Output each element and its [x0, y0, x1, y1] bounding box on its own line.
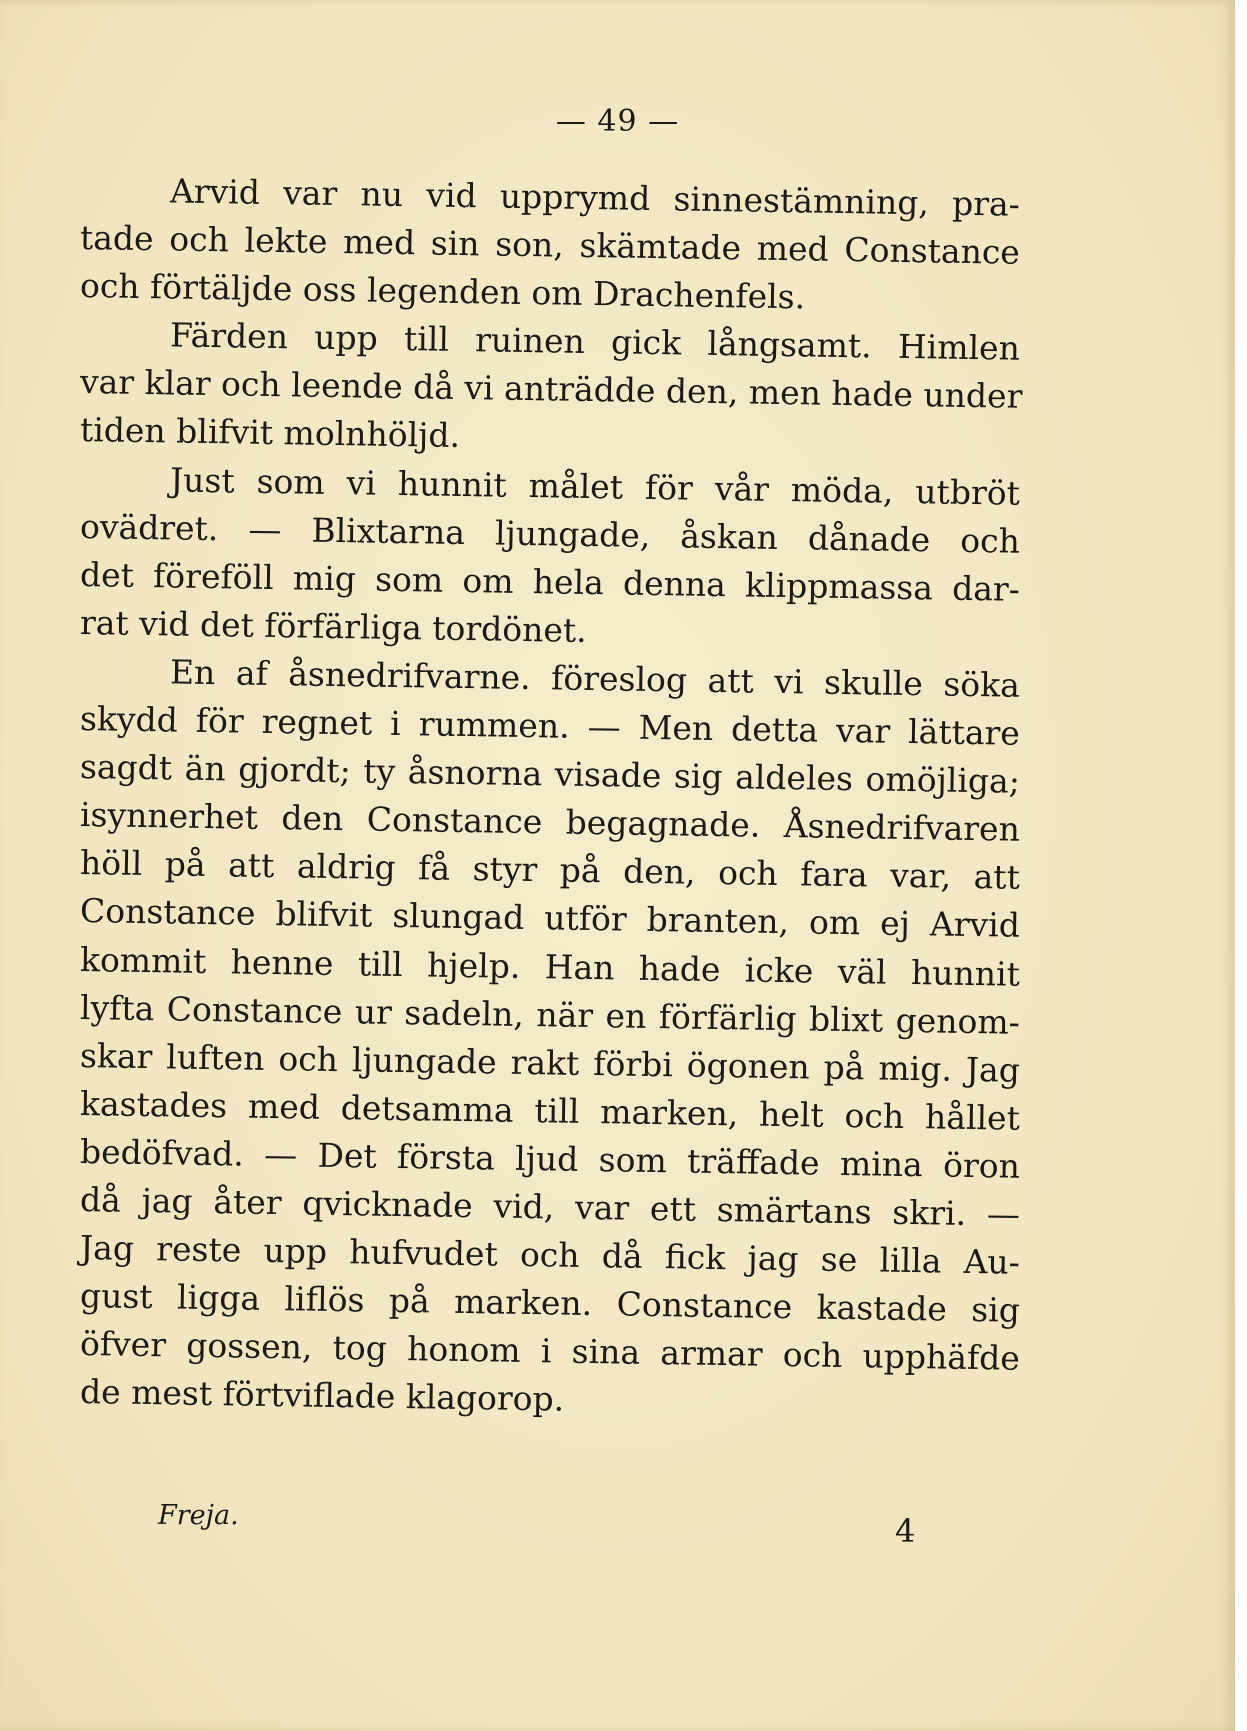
text-line: lyfta Constance ur sadeln, när en förfärlig blixt genom- — [79, 987, 1021, 1042]
text-line: rat vid det förfärliga tordönet. — [79, 602, 588, 650]
text-line: gust ligga liflös på marken. Constance kastade sig — [79, 1276, 1021, 1330]
text-line: var klar och leende då vi anträdde den, men hade under — [79, 362, 1023, 417]
text-line: bedöfvad. — Det första ljud som träffade mina öron — [79, 1131, 1021, 1186]
text-line: höll på att aldrig få styr på den, och fara var, att — [79, 843, 1021, 898]
text-line: isynnerhet den Constance begagnade. Åsnedrifvaren — [79, 795, 1021, 849]
text-line: Arvid var nu vid upprymd sinnestämning, pra- — [169, 171, 1021, 224]
text-line: kommit henne till hjelp. Han hade icke väl hunnit — [79, 939, 1021, 994]
text-line: Just som vi hunnit målet för vår möda, utbröt — [169, 459, 1021, 513]
text-line: En af åsnedrifvarne. föreslog att vi skulle söka — [169, 652, 1021, 705]
text-line: Jag reste upp hufvudet och då fick jag se lilla Au- — [79, 1228, 1021, 1282]
text-line: ovädret. — Blixtarna ljungade, åskan dånade och — [79, 506, 1021, 561]
text-line: det föreföll mig som om hela denna klippmassa dar- — [79, 554, 1021, 609]
text-line: öfver gossen, tog honom i sina armar och upphäfde — [79, 1324, 1021, 1379]
text-line: skar luften och ljungade rakt förbi ögonen på mig. Jag — [79, 1035, 1021, 1090]
text-line: Färden upp till ruinen gick långsamt. Himlen — [169, 315, 1021, 369]
signature: Freja. — [158, 1500, 239, 1531]
text-line: skydd för regnet i rummen. — Men detta var lättare — [79, 699, 1021, 753]
text-line: och förtäljde oss legenden om Drachenfels. — [79, 266, 806, 317]
text-line: kastades med detsamma till marken, helt och hållet — [79, 1083, 1021, 1138]
text-line: tiden blifvit molnhöljd. — [79, 410, 461, 456]
body-text — [79, 166, 1023, 1419]
page-number: — 49 — — [555, 104, 680, 139]
sheet-number: 4 — [895, 1512, 916, 1550]
text-line: de mest förtviflade klagorop. — [79, 1372, 565, 1419]
text-line: sagdt än gjordt; ty åsnorna visade sig aldeles omöjliga; — [79, 747, 1021, 801]
text-line: tade och lekte med sin son, skämtade med Constance — [79, 218, 1021, 272]
text-line: då jag åter qvicknade vid, var ett smärtans skri. — — [79, 1179, 1021, 1234]
text-line: Constance blifvit slungad utför branten, om ej Arvid — [79, 891, 1021, 946]
